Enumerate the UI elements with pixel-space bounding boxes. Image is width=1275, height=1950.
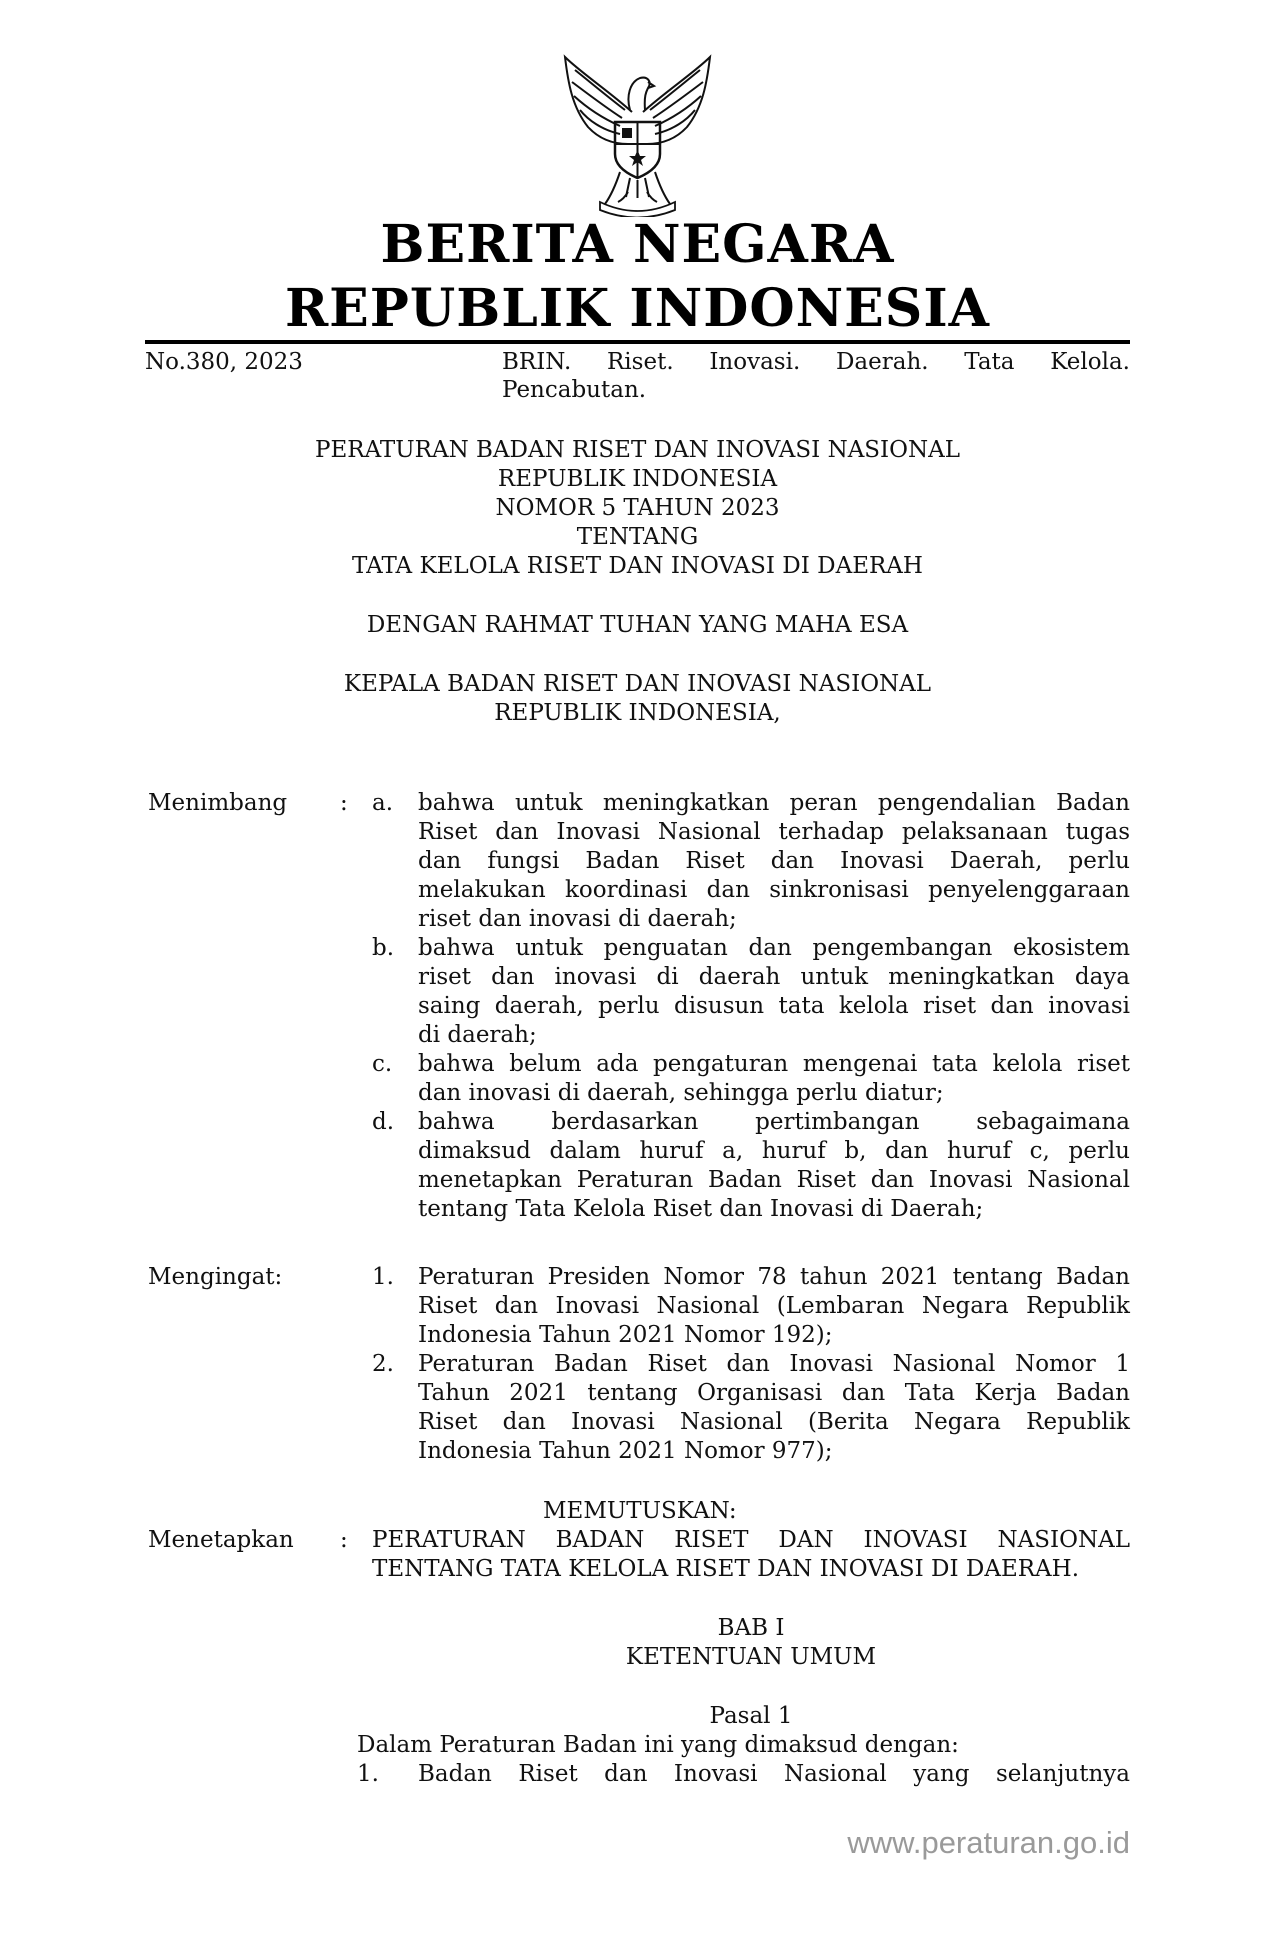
keyword-continued: Pencabutan.: [502, 377, 647, 403]
menimbang-label: Menimbang: [148, 790, 288, 816]
keyword: Kelola.: [1050, 349, 1130, 375]
item-line: dan fungsi Badan Riset dan Inovasi Daerah, perlu: [418, 848, 1130, 874]
item-line: dan inovasi di daerah, sehingga perlu diatur;: [418, 1080, 944, 1106]
bab-number: BAB I: [717, 1615, 785, 1641]
item-line: dimaksud dalam huruf a, huruf b, dan huruf c, perlu: [418, 1138, 1130, 1164]
regulation-subject: TATA KELOLA RISET DAN INOVASI DI DAERAH: [352, 553, 923, 579]
authority-line: REPUBLIK INDONESIA,: [494, 700, 781, 726]
keyword: Riset.: [606, 349, 674, 375]
menetapkan-line: PERATURAN BADAN RISET DAN INOVASI NASIONAL: [372, 1527, 1130, 1553]
bab-title: KETENTUAN UMUM: [625, 1644, 877, 1670]
item-line: bahwa untuk penguatan dan pengembangan ekosistem: [418, 935, 1130, 961]
mengingat-label: Mengingat:: [148, 1264, 283, 1290]
keywords-line: [502, 348, 1130, 377]
regulation-about: TENTANG: [576, 524, 699, 550]
item-line: Peraturan Badan Riset dan Inovasi Nasional Nomor 1: [418, 1351, 1130, 1377]
item-line: Riset dan Inovasi Nasional (Lembaran Negara Republik: [418, 1293, 1130, 1319]
menetapkan-colon: :: [340, 1527, 348, 1553]
item-line: bahwa belum ada pengaturan mengenai tata kelola riset: [418, 1051, 1130, 1077]
masthead-subtitle: REPUBLIK INDONESIA: [284, 278, 991, 339]
item-marker: c.: [372, 1051, 393, 1077]
item-line: Peraturan Presiden Nomor 78 tahun 2021 tentang Badan: [418, 1264, 1130, 1290]
item-line: di daerah;: [418, 1022, 537, 1048]
regulation-title-line: REPUBLIK INDONESIA: [497, 466, 778, 492]
pasal-number: Pasal 1: [709, 1703, 793, 1729]
regulation-title-line: PERATURAN BADAN RISET DAN INOVASI NASIONAL: [314, 437, 961, 463]
keyword: Tata: [964, 349, 1015, 375]
garuda-emblem-icon: [550, 52, 725, 217]
item-line: Indonesia Tahun 2021 Nomor 192);: [418, 1322, 833, 1348]
menetapkan-label: Menetapkan: [148, 1527, 294, 1553]
item-line: bahwa berdasarkan pertimbangan sebagaimana: [418, 1109, 1130, 1135]
keyword: Inovasi.: [709, 349, 801, 375]
item-line: tentang Tata Kelola Riset dan Inovasi di Daerah;: [418, 1196, 984, 1222]
regulation-number: NOMOR 5 TAHUN 2023: [495, 495, 780, 521]
pasal-intro: Dalam Peraturan Badan ini yang dimaksud dengan:: [357, 1732, 959, 1758]
item-line: bahwa untuk meningkatkan peran pengendalian Badan: [418, 790, 1130, 816]
memutuskan-heading: MEMUTUSKAN:: [543, 1498, 737, 1524]
menetapkan-line: TENTANG TATA KELOLA RISET DAN INOVASI DI DAERAH.: [372, 1556, 1080, 1582]
item-marker: 1.: [372, 1264, 394, 1290]
keyword: BRIN.: [502, 349, 572, 375]
item-line: Indonesia Tahun 2021 Nomor 977);: [418, 1438, 833, 1464]
item-line: Badan Riset dan Inovasi Nasional yang selanjutnya: [418, 1761, 1130, 1787]
item-line: menetapkan Peraturan Badan Riset dan Inovasi Nasional: [418, 1167, 1130, 1193]
blessing-line: DENGAN RAHMAT TUHAN YANG MAHA ESA: [366, 612, 909, 638]
document-number: No.380, 2023: [145, 349, 303, 375]
menimbang-colon: :: [340, 790, 348, 816]
item-line: Tahun 2021 tentang Organisasi dan Tata Kerja Badan: [418, 1380, 1130, 1406]
item-marker: b.: [372, 935, 395, 961]
item-marker: 1.: [357, 1761, 379, 1787]
item-line: melakukan koordinasi dan sinkronisasi penyelenggaraan: [418, 877, 1130, 903]
item-line: Riset dan Inovasi Nasional (Berita Negara Republik: [418, 1409, 1130, 1435]
item-line: riset dan inovasi di daerah;: [418, 906, 737, 932]
item-marker: a.: [372, 790, 394, 816]
item-marker: 2.: [372, 1351, 394, 1377]
item-marker: d.: [372, 1109, 395, 1135]
keyword: Daerah.: [835, 349, 929, 375]
watermark-url: www.peraturan.go.id: [847, 1825, 1130, 1860]
masthead-title: BERITA NEGARA: [380, 214, 895, 275]
item-line: riset dan inovasi di daerah untuk meningkatkan daya: [418, 964, 1130, 990]
masthead-divider: [145, 340, 1130, 344]
item-line: Riset dan Inovasi Nasional terhadap pelaksanaan tugas: [418, 819, 1130, 845]
authority-line: KEPALA BADAN RISET DAN INOVASI NASIONAL: [343, 671, 932, 697]
item-line: saing daerah, perlu disusun tata kelola riset dan inovasi: [418, 993, 1130, 1019]
